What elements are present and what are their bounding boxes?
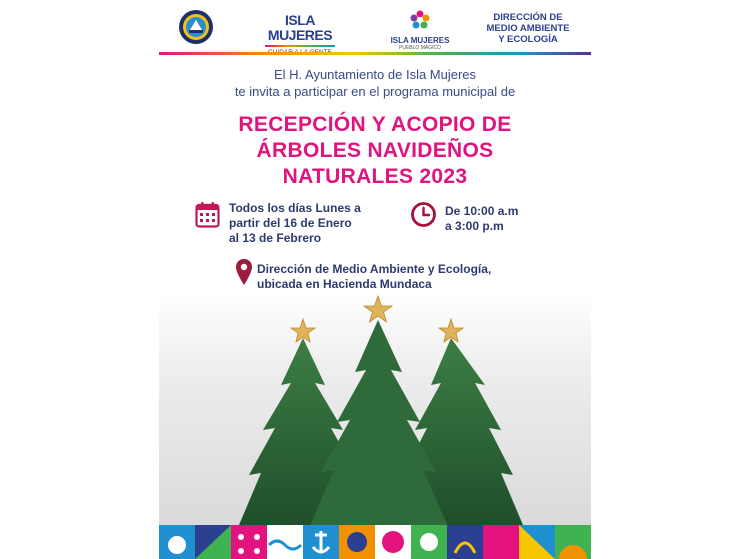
- days-line-3: al 13 de Febrero: [229, 231, 322, 245]
- department-line-2: MEDIO AMBIENTE: [486, 23, 570, 34]
- star-icon: [364, 296, 392, 322]
- header-logos: [159, 0, 591, 54]
- isla-mujeres-logo: [255, 13, 345, 56]
- hours-text: [445, 204, 555, 234]
- title-line-3: NATURALES 2023: [282, 165, 468, 188]
- department-name: [478, 12, 578, 45]
- rainbow-divider: [159, 52, 591, 55]
- location-line-2: ubicada en Hacienda Mundaca: [257, 277, 432, 291]
- location-pin-icon: [235, 258, 253, 286]
- days-line-2: partir del 16 de Enero: [229, 216, 352, 230]
- logo-left-title: ISLA MUJERES: [267, 12, 333, 43]
- calendar-icon: [195, 201, 220, 228]
- christmas-trees-illustration: [159, 290, 591, 530]
- days-text: [229, 201, 389, 246]
- clock-icon: [410, 201, 437, 228]
- poster: [159, 0, 591, 559]
- logo-left-bar: [265, 45, 335, 47]
- logo-center-subtitle: PUEBLO MÁGICO: [399, 45, 441, 51]
- program-title: [159, 112, 591, 190]
- days-line-1: Todos los días Lunes a: [229, 201, 361, 215]
- hours-line-1: De 10:00 a.m: [445, 204, 519, 218]
- pueblo-magico-flower-icon: [410, 10, 430, 30]
- pueblo-magico-logo: [389, 10, 451, 51]
- logo-center-title: ISLA MUJERES: [390, 36, 450, 45]
- location-text: [257, 262, 577, 292]
- invitation-line-1: El H. Ayuntamiento de Isla Mujeres: [273, 67, 477, 82]
- invitation-text: [159, 66, 591, 100]
- title-line-2: ÁRBOLES NAVIDEÑOS: [256, 139, 494, 162]
- invitation-line-2: te invita a participar en el programa municipal de: [234, 84, 516, 99]
- hours-line-2: a 3:00 p.m: [445, 219, 504, 233]
- location-line-1: Dirección de Medio Ambiente y Ecología,: [257, 262, 492, 276]
- decorative-footer-pattern: [159, 525, 591, 559]
- municipal-seal-icon: [178, 9, 214, 45]
- department-line-1: DIRECCIÓN DE: [493, 12, 563, 23]
- title-line-1: RECEPCIÓN Y ACOPIO DE: [238, 113, 512, 136]
- department-line-3: Y ECOLOGÍA: [498, 34, 558, 45]
